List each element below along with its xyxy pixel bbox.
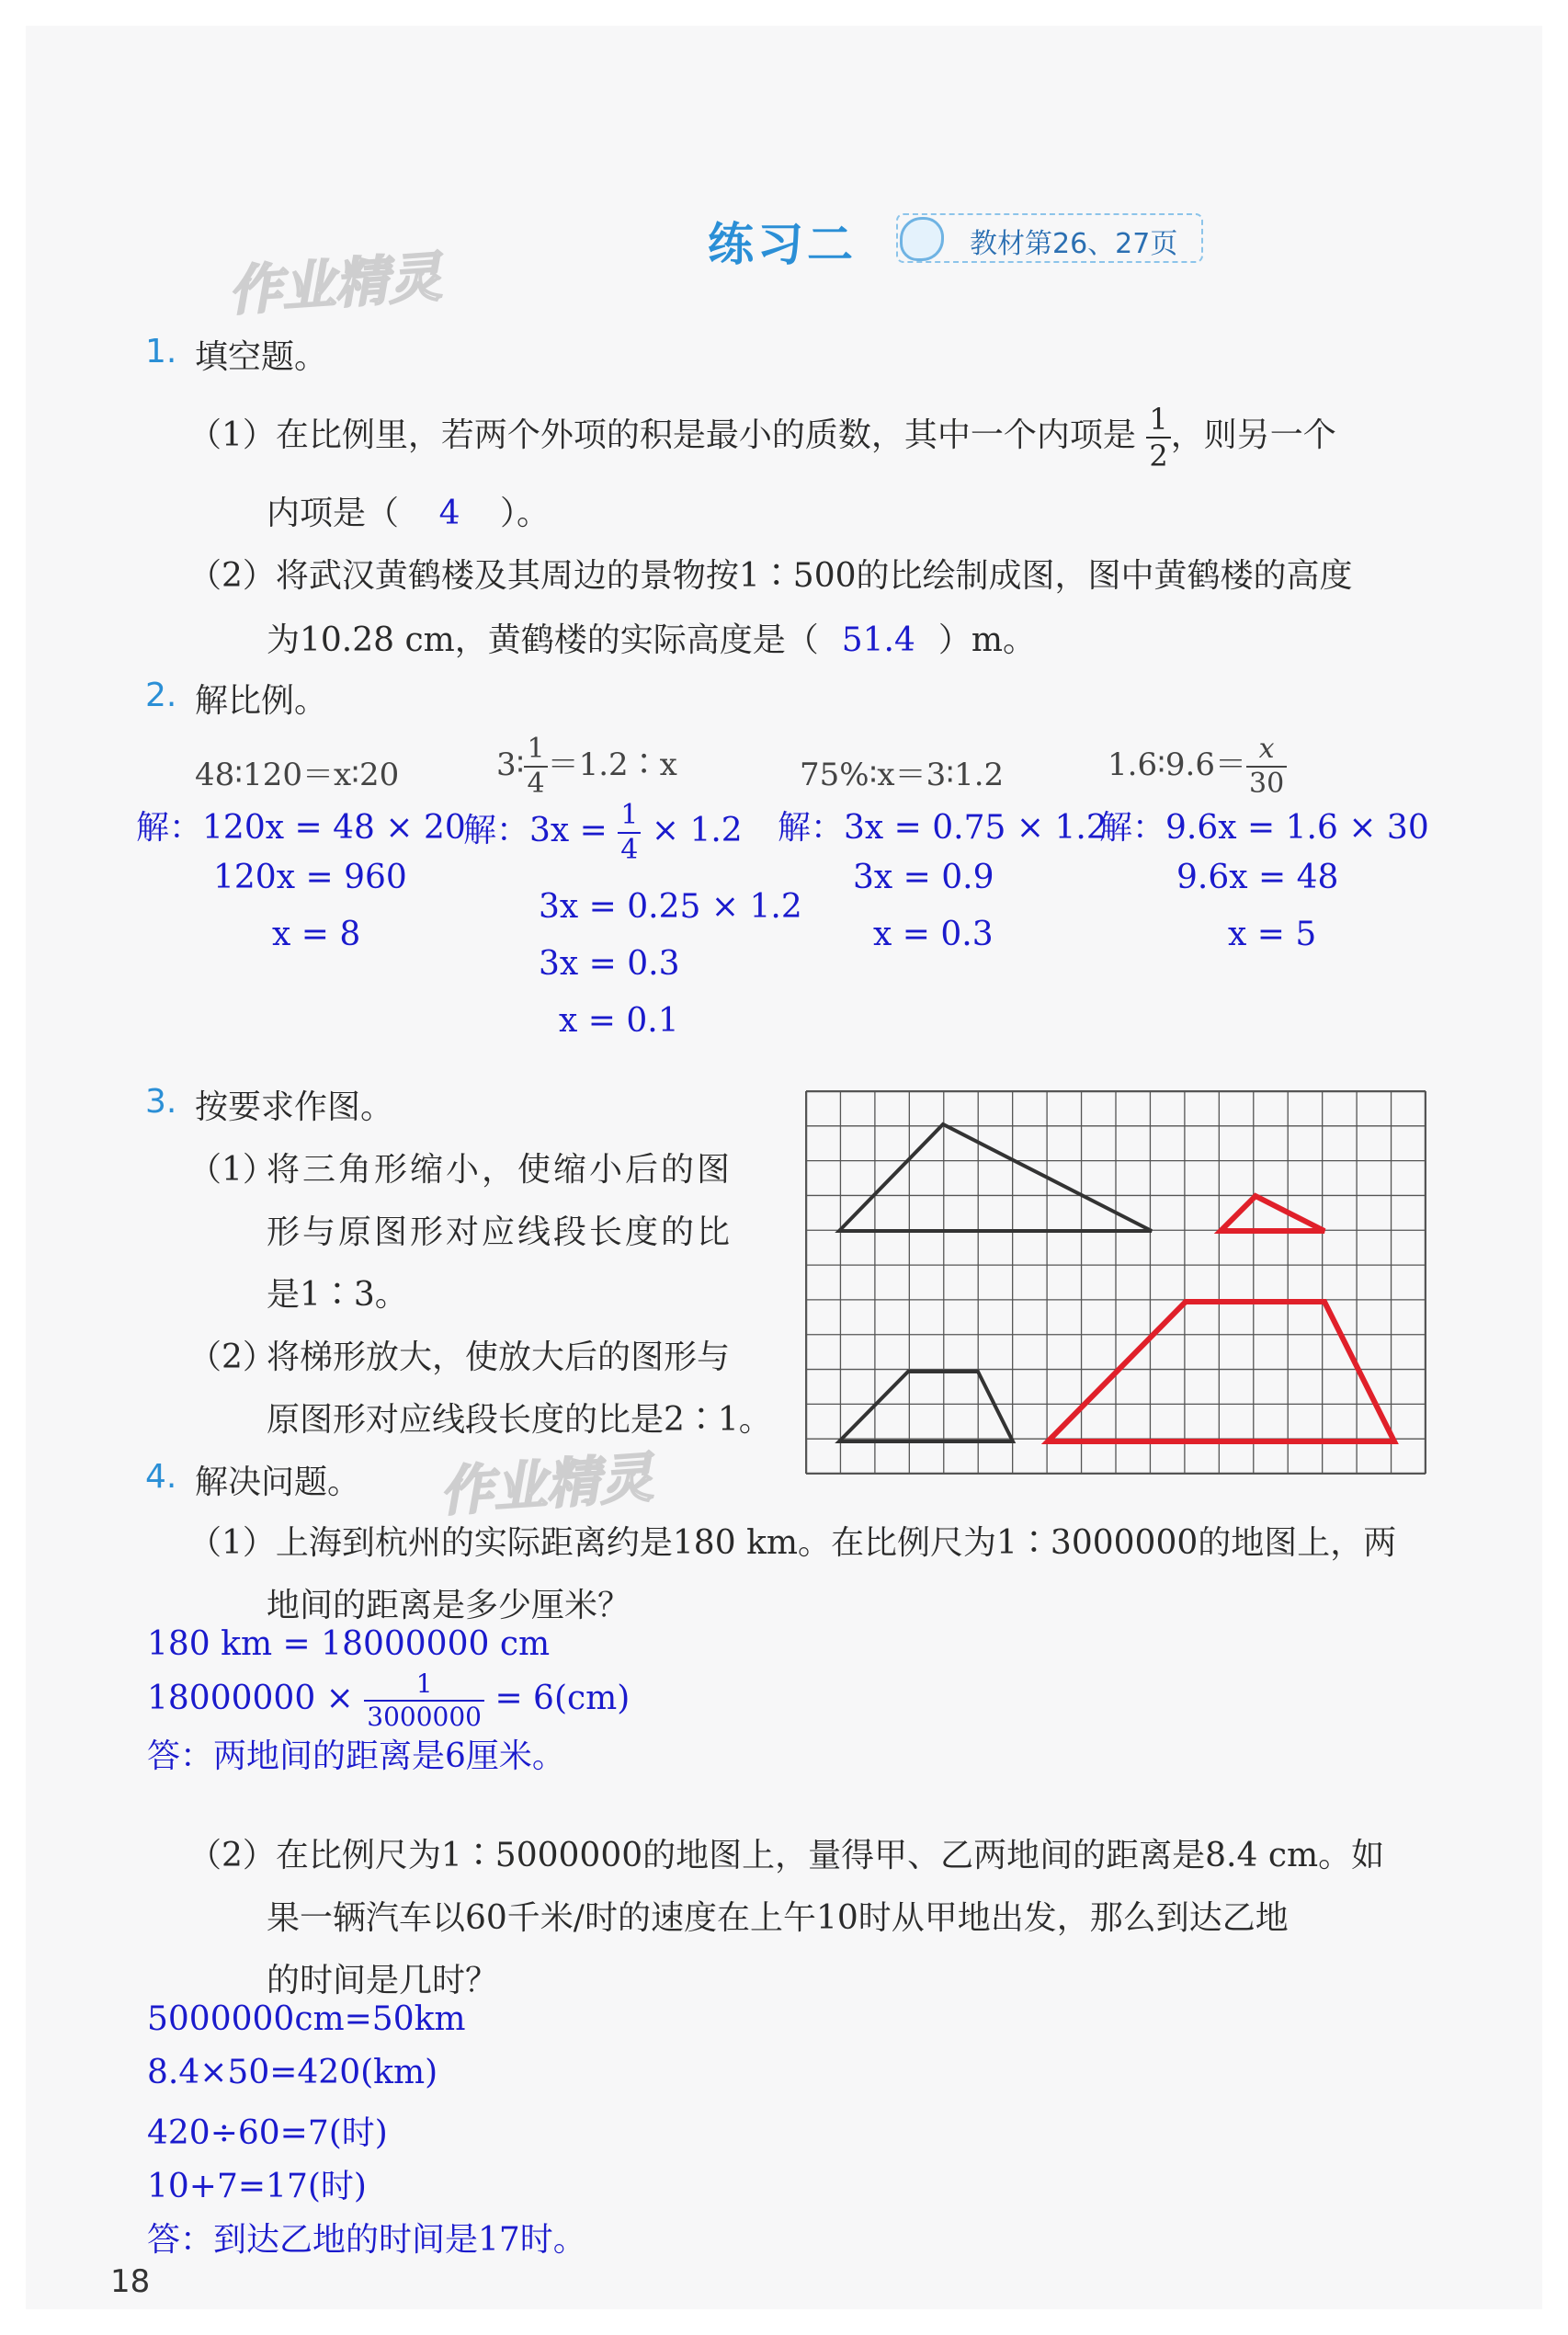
q3-p2-label: （2） (188, 1338, 276, 1376)
q4-number: 4. (145, 1458, 177, 1496)
q2-sol2-eq1-b: × 1.2 (651, 812, 743, 849)
textbook-page-tag (896, 213, 1203, 263)
q2-problem-2-frac-den: 4 (527, 768, 545, 800)
original-trapezoid (839, 1372, 1013, 1441)
q4-p2-step-2: 8.4×50=420(km) (147, 2054, 438, 2091)
q2-sol4-jie: 解： (1099, 809, 1166, 847)
q2-sol1-line2: 120x = 960 (213, 859, 407, 896)
q4-p1-line1 (188, 1517, 1396, 1564)
q1-p1-text-b: ，则另一个 (1170, 416, 1336, 454)
q2-sol3-eq1: 3x = 0.75 × 1.2 (844, 809, 1108, 847)
q1-p2-line2 (267, 614, 1036, 661)
q3-p1-line2: 形与原图形对应线段长度的比 (267, 1213, 733, 1251)
q4-p1-fraction (364, 1671, 484, 1730)
reduced-triangle (1221, 1196, 1324, 1231)
q1-p1-text-a: 在比例里，若两个外项的积是最小的质数，其中一个内项是 (275, 416, 1136, 454)
q2-sol2-line1 (463, 799, 743, 866)
q3-p1-line3: 是1∶3。 (267, 1276, 408, 1314)
q2-sol4-line3: x = 5 (1228, 916, 1317, 953)
q4-p2-line2: 果一辆汽车以60千米/时的速度在上午10时从甲地出发，那么到达乙地 (267, 1899, 1289, 1937)
q2-sol3-jie: 解： (778, 809, 845, 847)
q4-p2-line1 (188, 1829, 1384, 1876)
q2-problem-2-b: ＝1.2∶x (547, 746, 677, 783)
q2-sol1-jie: 解： (136, 809, 203, 847)
q4-p2-line1-text: 在比例尺为1∶5000000的地图上，量得甲、乙两地间的距离是8.4 cm。如 (275, 1837, 1385, 1874)
q1-p1-fraction (1146, 404, 1170, 471)
q2-problem-2-a: 3∶ (496, 746, 525, 783)
q1-heading: 填空题。 (195, 338, 328, 376)
q2-problem-2 (496, 735, 677, 798)
q2-problem-4-frac-den: 30 (1249, 768, 1285, 800)
q4-p1-answer: 答：两地间的距离是6厘米。 (147, 1737, 565, 1775)
q4-p1-frac-den: 3000000 (367, 1702, 482, 1732)
textbook-page-tag-text: 教材第26、27页 (970, 228, 1178, 260)
q4-p1-sol2 (147, 1671, 630, 1730)
q2-problem-4 (1108, 735, 1287, 798)
q4-heading: 解决问题。 (195, 1464, 361, 1501)
q4-p1-line2: 地间的距离是多少厘米？ (267, 1587, 631, 1624)
q4-p2-step-3: 420÷60=7(时) (147, 2114, 388, 2152)
q1-p2-text-a: 为10.28 cm，黄鹤楼的实际高度是（ (267, 621, 819, 659)
q2-number: 2. (145, 677, 177, 714)
q1-p1-line2 (267, 487, 550, 534)
q1-p2-line1-text: 将武汉黄鹤楼及其周边的景物按1∶500的比绘制成图，图中黄鹤楼的高度 (275, 557, 1353, 595)
q1-p2-label: （2） (188, 557, 276, 595)
q3-number: 3. (145, 1083, 177, 1121)
q4-p1-label: （1） (188, 1524, 276, 1562)
q2-problem-2-frac-num: 1 (524, 735, 547, 768)
q2-sol3-line2: 3x = 0.9 (853, 859, 994, 896)
q2-problem-4-a: 1.6∶9.6＝ (1108, 746, 1246, 783)
q1-p2-answer: 51.4 (841, 621, 915, 659)
q4-p1-line1-text: 上海到杭州的实际距离约是180 km。在比例尺为1∶3000000的地图上，两 (275, 1524, 1397, 1562)
q1-p1-answer: 4 (438, 495, 460, 532)
q2-sol2-jie: 解： (463, 812, 530, 849)
q4-p2-answer: 答：到达乙地的时间是17时。 (147, 2221, 586, 2259)
q1-p1-line1 (188, 404, 1336, 471)
q1-p1-text-c: 内项是（ (267, 495, 400, 532)
original-triangle (839, 1124, 1152, 1231)
q2-sol2-fraction (618, 799, 641, 866)
q2-sol2-line3: 3x = 0.3 (539, 945, 680, 983)
q4-p2-step-4: 10+7=17(时) (147, 2168, 367, 2205)
q2-sol3-line3: x = 0.3 (873, 916, 994, 953)
q4-p1-sol2-a: 18000000 × (147, 1680, 354, 1717)
q1-number: 1. (145, 333, 177, 370)
q2-sol2-frac-den: 4 (620, 834, 639, 866)
q2-sol4-eq1: 9.6x = 1.6 × 30 (1165, 809, 1429, 847)
q2-sol4-line1 (1099, 802, 1429, 849)
q2-sol3-line1 (778, 802, 1108, 849)
q1-p2-text-b: ）m。 (937, 621, 1036, 659)
q2-sol1-eq1: 120x = 48 × 20 (202, 809, 466, 847)
q3-heading: 按要求作图。 (195, 1088, 394, 1126)
q2-problem-4-fraction (1246, 735, 1287, 798)
q4-p1-sol2-b: = 6(cm) (494, 1680, 631, 1717)
q3-p2-line2: 原图形对应线段长度的比是2∶1。 (267, 1401, 772, 1439)
q2-problem-1: 48∶120＝x∶20 (195, 757, 400, 793)
q4-p1-sol1: 180 km = 18000000 cm (147, 1625, 551, 1663)
q2-sol2-frac-num: 1 (618, 802, 641, 834)
watermark-top: 作业精灵 (226, 245, 444, 323)
q2-problem-3: 75%∶x＝3∶1.2 (800, 757, 1005, 793)
q4-p2-step-1: 5000000cm=50km (147, 2000, 466, 2038)
q1-p1-frac-num: 1 (1146, 404, 1170, 439)
q2-sol2-line2: 3x = 0.25 × 1.2 (539, 888, 802, 926)
q1-p2-line1 (188, 550, 1353, 597)
q4-p2-label: （2） (188, 1837, 276, 1874)
q3-p1-label: （1） (188, 1151, 276, 1189)
watermark-middle: 作业精灵 (437, 1445, 655, 1523)
q4-p1-frac-num: 1 (364, 1671, 484, 1702)
q2-problem-2-fraction (524, 735, 547, 798)
q1-p1-text-d: ）。 (500, 495, 551, 532)
grid-lines (806, 1091, 1426, 1474)
q2-sol1-line1 (136, 802, 466, 849)
q2-sol2-eq1-a: 3x = (529, 812, 608, 849)
q3-p2-line1: 将梯形放大，使放大后的图形与 (267, 1338, 731, 1376)
enlarged-trapezoid (1048, 1302, 1394, 1441)
q2-sol2-line4: x = 0.1 (559, 1002, 679, 1040)
q4-p2-line3: 的时间是几时？ (267, 1962, 499, 1999)
q1-p1-frac-den: 2 (1149, 439, 1168, 473)
q2-sol1-line3: x = 8 (272, 916, 361, 953)
q3-p1-line1: 将三角形缩小，使缩小后的图 (267, 1151, 733, 1189)
q2-sol4-line2: 9.6x = 48 (1176, 859, 1339, 896)
drawing-grid (805, 1090, 1426, 1475)
q1-p1-label: （1） (188, 416, 276, 454)
page-number: 18 (110, 2263, 151, 2300)
q2-problem-4-frac-num: x (1246, 735, 1287, 768)
page-title: 练习二 (708, 218, 857, 271)
cloud-icon (900, 217, 944, 261)
q2-heading: 解比例。 (195, 682, 328, 720)
